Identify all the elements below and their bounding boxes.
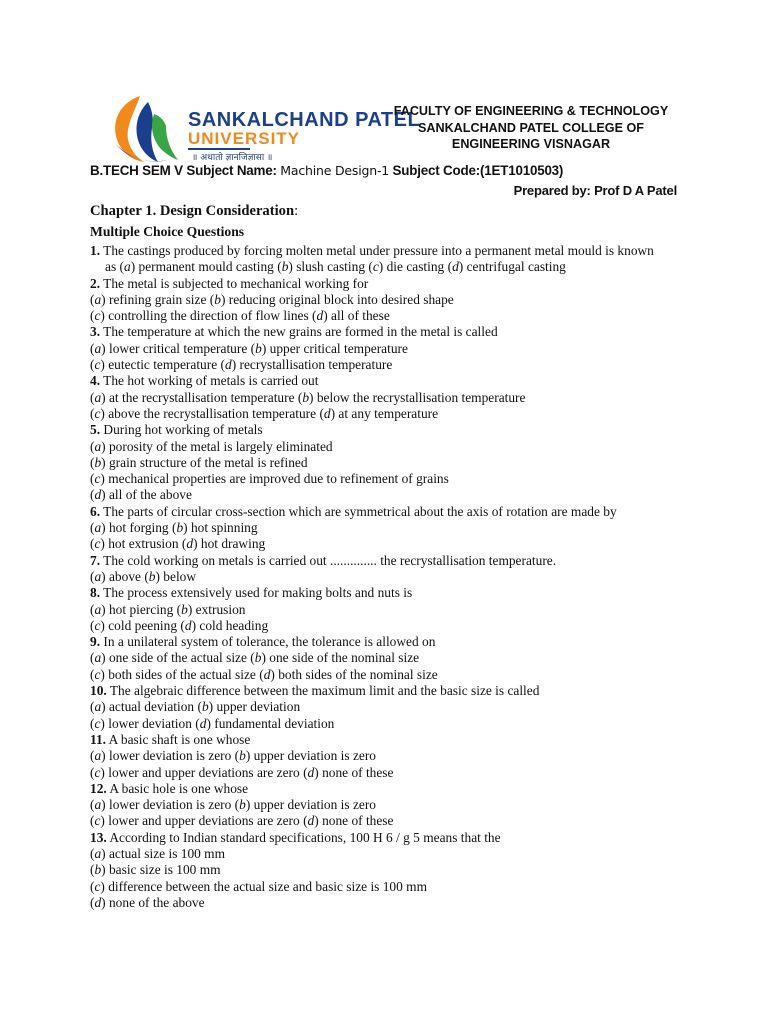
- answer-options: (a) above (b) below: [90, 568, 197, 584]
- question-number: 12.: [90, 780, 107, 796]
- question-item: [90, 585, 690, 634]
- answer-options: (a) hot piercing (b) extrusion: [90, 601, 246, 617]
- question-item: [90, 276, 690, 325]
- question-stem: The algebraic difference between the maximum limit and the basic size is called: [106, 683, 540, 699]
- answer-options: (c) mechanical properties are improved due to refinement of grains: [90, 471, 449, 487]
- question-item: [90, 830, 690, 911]
- question-text: [90, 683, 690, 699]
- question-stem: The hot working of metals is carried out: [100, 373, 319, 389]
- question-number: 3.: [90, 324, 101, 340]
- faculty-line: ENGINEERING VISNAGAR: [451, 137, 611, 151]
- answer-options: (c) hot extrusion (d) hot drawing: [90, 536, 266, 552]
- question-number: 5.: [90, 422, 101, 438]
- logo-motto: ॥ अथातो ज्ञानजिज्ञासा ॥: [192, 153, 273, 163]
- answer-options: (c) lower and upper deviations are zero (d) none of these: [90, 764, 394, 780]
- question-item: [90, 243, 690, 276]
- answer-options: (d) all of the above: [90, 487, 192, 503]
- subject-code: (1ET1010503): [479, 163, 564, 178]
- question-number: 2.: [90, 275, 101, 291]
- answer-options: (a) one side of the actual size (b) one side of the nominal size: [90, 650, 420, 666]
- question-item: [90, 683, 690, 732]
- logo-name-line2: UNIVERSITY: [188, 129, 301, 148]
- logo-name-line1: SANKALCHAND PATEL: [188, 109, 421, 131]
- subject-code-label: Subject Code:: [389, 163, 480, 178]
- question-item: [90, 781, 690, 830]
- faculty-line: FACULTY OF ENGINEERING & TECHNOLOGY: [393, 104, 669, 118]
- answer-options: (a) hot forging (b) hot spinning: [90, 520, 258, 536]
- question-text: [90, 276, 690, 292]
- question-stem: A basic shaft is one whose: [106, 731, 251, 747]
- section-heading: Multiple Choice Questions: [90, 224, 245, 239]
- chapter-title-text: Chapter 1. Design Consideration: [90, 203, 295, 219]
- question-text: [90, 732, 690, 748]
- subject-line: [90, 163, 563, 178]
- answer-options: (c) lower and upper deviations are zero (d) none of these: [90, 813, 394, 829]
- faculty-line: SANKALCHAND PATEL COLLEGE OF: [418, 120, 644, 135]
- subject-name: Machine Design-1: [280, 163, 390, 178]
- answer-options: (a) lower critical temperature (b) upper critical temperature: [90, 340, 408, 356]
- question-stem: The parts of circular cross-section which are symmetrical about the axis of rotation are made by: [100, 503, 617, 519]
- answer-options: (a) lower deviation is zero (b) upper deviation is zero: [90, 797, 376, 813]
- question-item: [90, 422, 690, 503]
- answer-options: (a) lower deviation is zero (b) upper deviation is zero: [90, 748, 376, 764]
- question-number: 9.: [90, 634, 101, 650]
- question-stem: A basic hole is one whose: [106, 780, 249, 796]
- question-number: 11.: [90, 731, 106, 747]
- answer-options: (d) none of the above: [90, 894, 205, 910]
- question-stem: The cold working on metals is carried out .............. the recrystallisation temperature.: [100, 552, 557, 568]
- chapter-colon: :: [294, 203, 299, 219]
- question-number: 8.: [90, 585, 101, 601]
- question-stem: In a unilateral system of tolerance, the tolerance is allowed on: [100, 634, 436, 650]
- answer-options: (c) controlling the direction of flow lines (d) all of these: [90, 308, 390, 324]
- question-number: 13.: [90, 829, 107, 845]
- document-header: [0, 0, 768, 205]
- question-stem: The castings produced by forcing molten metal under pressure into a permanent metal mould is known: [100, 243, 654, 258]
- question-stem: According to Indian standard specifications, 100 H 6 / g 5 means that the: [106, 829, 501, 845]
- question-stem: During hot working of metals: [100, 422, 263, 438]
- question-item: [90, 732, 690, 781]
- answer-options: (c) eutectic temperature (d) recrystallisation temperature: [90, 357, 393, 373]
- question-text: [90, 634, 690, 650]
- question-text: [90, 830, 690, 846]
- question-text: [90, 422, 690, 438]
- question-stem: The metal is subjected to mechanical working for: [100, 275, 369, 291]
- answer-options: (a) actual size is 100 mm: [90, 845, 226, 861]
- question-text: [90, 781, 690, 797]
- question-item: [90, 504, 690, 553]
- question-item: [90, 553, 690, 586]
- question-text: [90, 373, 690, 389]
- document-body: [90, 203, 690, 911]
- answer-options: (c) cold peening (d) cold heading: [90, 617, 269, 633]
- question-text: [90, 553, 690, 569]
- question-item: [90, 634, 690, 683]
- chapter-title: [90, 203, 690, 220]
- answer-options: (b) basic size is 100 mm: [90, 862, 221, 878]
- question-stem: The process extensively used for making bolts and nuts is: [100, 585, 413, 601]
- question-text: [90, 243, 690, 259]
- answer-options: (a) refining grain size (b) reducing original block into desired shape: [90, 291, 454, 307]
- question-continuation: as (a) permanent mould casting (b) slush casting (c) die casting (d) centrifugal casting: [105, 259, 566, 275]
- question-item: [90, 373, 690, 422]
- answer-options: (c) difference between the actual size and basic size is 100 mm: [90, 878, 428, 894]
- question-number: 1.: [90, 243, 101, 258]
- question-stem: The temperature at which the new grains are formed in the metal is called: [100, 324, 498, 340]
- question-number: 6.: [90, 503, 101, 519]
- question-number: 7.: [90, 552, 101, 568]
- subject-prefix: B.TECH SEM V Subject Name:: [90, 163, 281, 178]
- question-number: 4.: [90, 373, 101, 389]
- answer-options: (a) at the recrystallisation temperature (b) below the recrystallisation temperature: [90, 389, 526, 405]
- answer-options: (a) porosity of the metal is largely eliminated: [90, 438, 333, 454]
- university-logo: [108, 92, 421, 166]
- question-list: [90, 243, 690, 911]
- question-item: [90, 324, 690, 373]
- question-text: [90, 585, 690, 601]
- answer-options: (a) actual deviation (b) upper deviation: [90, 699, 301, 715]
- question-text: [90, 324, 690, 340]
- faculty-block: [370, 103, 692, 153]
- answer-options: (b) grain structure of the metal is refined: [90, 454, 308, 470]
- answer-options: (c) lower deviation (d) fundamental deviation: [90, 715, 335, 731]
- question-text: [90, 504, 690, 520]
- answer-options: (c) above the recrystallisation temperature (d) at any temperature: [90, 405, 439, 421]
- prepared-by: Prepared by: Prof D A Patel: [513, 183, 677, 198]
- question-number: 10.: [90, 683, 107, 699]
- answer-options: (c) both sides of the actual size (d) both sides of the nominal size: [90, 666, 438, 682]
